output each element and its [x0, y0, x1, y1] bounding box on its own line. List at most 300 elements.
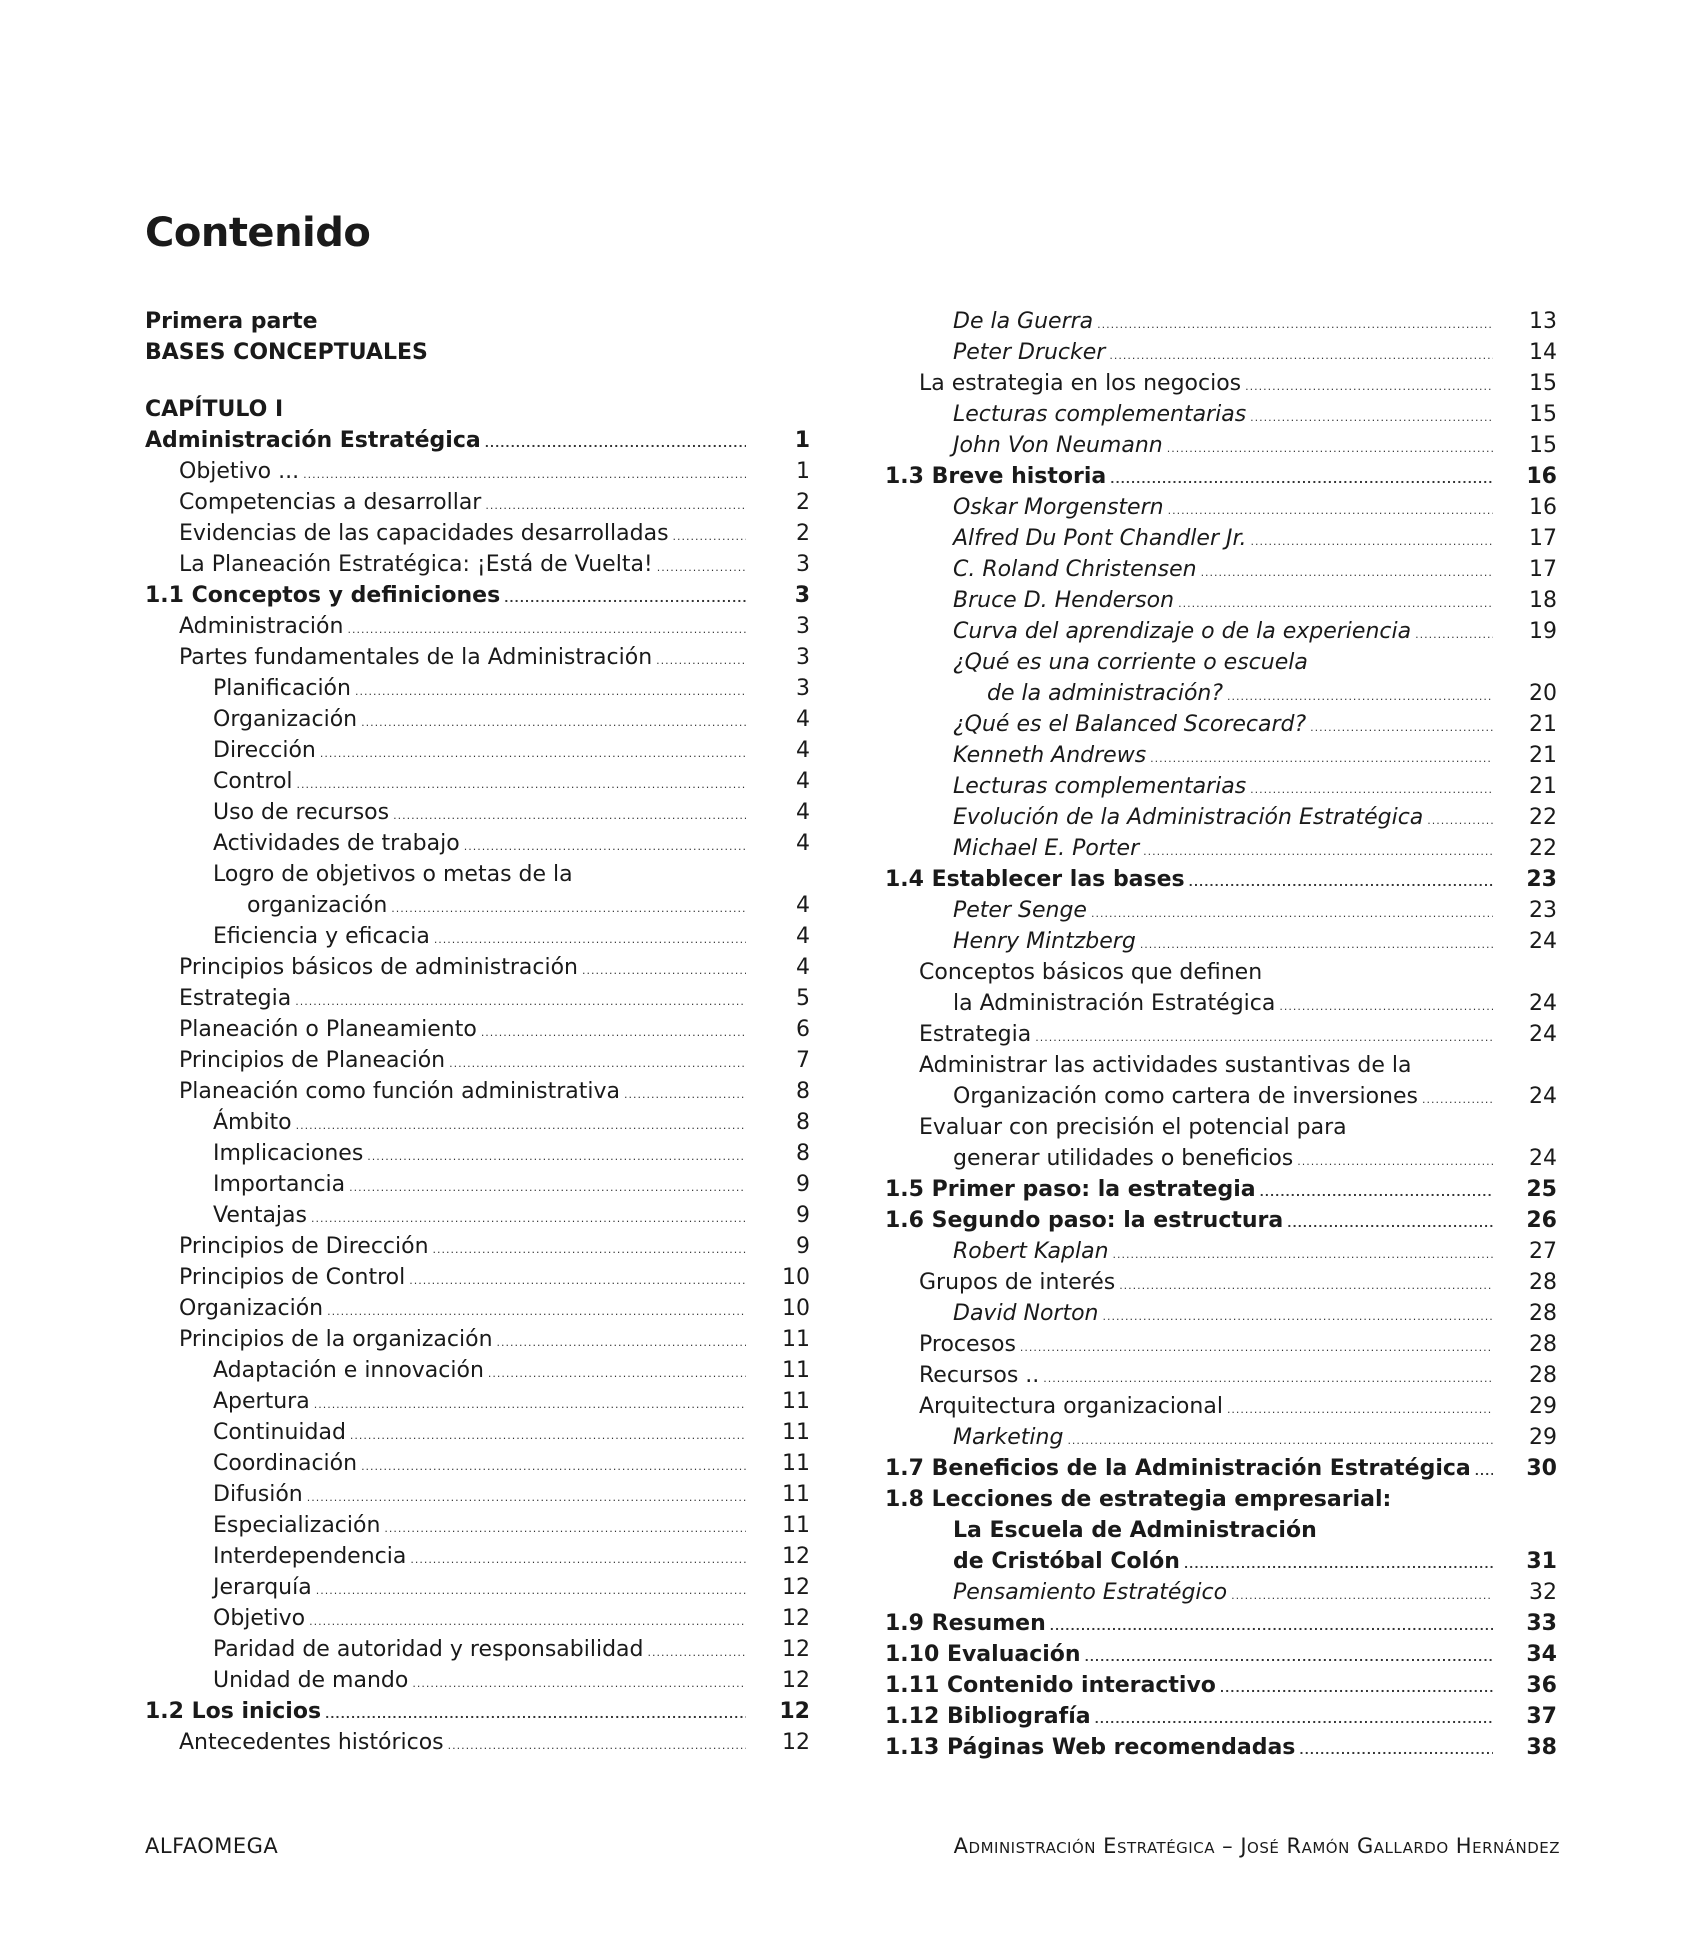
- dot-leader: [1143, 836, 1493, 867]
- toc-entry-title: Peter Drucker: [953, 340, 1106, 365]
- toc-entry: [145, 1138, 810, 1169]
- toc-entry-page: 20: [1529, 681, 1557, 706]
- dot-leader: [325, 1699, 746, 1730]
- dot-leader: [1167, 433, 1493, 464]
- dot-leader: [1299, 1735, 1493, 1766]
- toc-entry-title: La Escuela de Administración: [953, 1518, 1317, 1543]
- toc-entry-page: 28: [1529, 1332, 1557, 1357]
- toc-entry-title: Evaluar con precisión el potencial para: [919, 1115, 1347, 1140]
- toc-entry-page: 12: [782, 1575, 810, 1600]
- toc-entry-page: 18: [1529, 588, 1557, 613]
- toc-entry-page: 16: [1526, 464, 1557, 489]
- dot-leader: [1297, 1146, 1493, 1177]
- toc-entry: [145, 1107, 810, 1138]
- page-title: Contenido: [145, 210, 371, 256]
- toc-entry-title: Evidencias de las capacidades desarrolladas: [179, 521, 669, 546]
- dot-leader: [497, 1327, 746, 1358]
- toc-entry: [885, 1050, 1557, 1081]
- toc-entry: [885, 1081, 1557, 1112]
- toc-entry: [145, 1541, 810, 1572]
- toc-entry: [885, 1639, 1557, 1670]
- dot-leader: [1220, 1673, 1493, 1704]
- dot-leader: [1201, 557, 1493, 588]
- toc-entry: [885, 1112, 1557, 1143]
- toc-entry: [145, 1324, 810, 1355]
- toc-entry-page: 15: [1529, 402, 1557, 427]
- toc-entry: [145, 1045, 810, 1076]
- toc-entry-title: Principios de la organización: [179, 1327, 493, 1352]
- toc-entry-title: Pensamiento Estratégico: [953, 1580, 1228, 1605]
- toc-entry-page: 12: [782, 1668, 810, 1693]
- dot-leader: [1091, 898, 1493, 929]
- toc-entry-title: 1.2 Los inicios: [145, 1699, 322, 1724]
- toc-entry-page: 15: [1529, 433, 1557, 458]
- toc-entry-page: 12: [782, 1637, 810, 1662]
- toc-entry-page: 32: [1529, 1580, 1557, 1605]
- toc-entry-title: Robert Kaplan: [953, 1239, 1109, 1264]
- dot-leader: [316, 1575, 746, 1606]
- toc-entry: [145, 456, 810, 487]
- toc-entry-page: 22: [1529, 805, 1557, 830]
- toc-entry: [885, 895, 1557, 926]
- toc-entry-title: Marketing: [953, 1425, 1064, 1450]
- toc-entry-title: 1.8 Lecciones de estrategia empresarial:: [885, 1487, 1392, 1512]
- toc-entry-page: 30: [1526, 1456, 1557, 1481]
- dot-leader: [410, 1544, 746, 1575]
- toc-entry-page: 4: [796, 707, 810, 732]
- toc-entry-page: 4: [796, 831, 810, 856]
- toc-entry-title: generar utilidades o beneficios: [953, 1146, 1294, 1171]
- dot-leader: [296, 1110, 746, 1141]
- toc-entry-page: 24: [1529, 1146, 1557, 1171]
- toc-entry-page: 12: [779, 1699, 810, 1724]
- toc-entry-page: 22: [1529, 836, 1557, 861]
- toc-entry-title: Objetivo: [213, 1606, 306, 1631]
- toc-entry: [145, 735, 810, 766]
- dot-leader: [311, 1203, 746, 1234]
- toc-entry: [885, 1143, 1557, 1174]
- chapter-label: CAPÍTULO I: [145, 397, 284, 422]
- toc-entry-title: Kenneth Andrews: [953, 743, 1147, 768]
- toc-entry-title: Procesos: [919, 1332, 1016, 1357]
- toc-entry: [885, 1577, 1557, 1608]
- toc-entry-page: 8: [796, 1110, 810, 1135]
- toc-entry: [885, 1205, 1557, 1236]
- dot-leader: [1287, 1208, 1493, 1239]
- toc-entry-page: 27: [1529, 1239, 1557, 1264]
- toc-entry-title: Uso de recursos: [213, 800, 390, 825]
- toc-entry-title: Especialización: [213, 1513, 381, 1538]
- toc-entry: [145, 1231, 810, 1262]
- toc-entry: [885, 1174, 1557, 1205]
- toc-entry-page: 33: [1526, 1611, 1557, 1636]
- dot-leader: [1184, 1549, 1493, 1580]
- toc-entry: [885, 1267, 1557, 1298]
- toc-entry-title: de la administración?: [987, 681, 1224, 706]
- toc-entry: [145, 673, 810, 704]
- toc-entry-title: Competencias a desarrollar: [179, 490, 482, 515]
- toc-entry-title: Principios básicos de administración: [179, 955, 578, 980]
- toc-entry: [885, 554, 1557, 585]
- dot-leader: [1043, 1363, 1493, 1394]
- toc-entry: [145, 704, 810, 735]
- toc-entry-title: Paridad de autoridad y responsabilidad: [213, 1637, 644, 1662]
- toc-entry-title: Importancia: [213, 1172, 346, 1197]
- toc-entry: [145, 487, 810, 518]
- toc-entry-page: 4: [796, 769, 810, 794]
- toc-entry-page: 11: [782, 1420, 810, 1445]
- dot-leader: [320, 738, 746, 769]
- toc-entry: [885, 430, 1557, 461]
- toc-entry-title: Adaptación e innovación: [213, 1358, 484, 1383]
- toc-entry-title: 1.3 Breve historia: [885, 464, 1107, 489]
- toc-entry: [145, 921, 810, 952]
- toc-entry: [885, 1236, 1557, 1267]
- toc-entry-title: Grupos de interés: [919, 1270, 1116, 1295]
- toc-entry: [885, 492, 1557, 523]
- toc-entry: [885, 1732, 1557, 1763]
- dot-leader: [673, 521, 746, 552]
- toc-entry: [145, 766, 810, 797]
- toc-entry-title: Lecturas complementarias: [953, 774, 1247, 799]
- toc-entry-page: 24: [1529, 1084, 1557, 1109]
- toc-entry-title: 1.7 Beneficios de la Administración Estratégica: [885, 1456, 1471, 1481]
- toc-entry-title: Organización: [179, 1296, 324, 1321]
- toc-entry-title: Estrategia: [179, 986, 292, 1011]
- dot-leader: [485, 428, 746, 459]
- toc-entry-page: 10: [782, 1296, 810, 1321]
- toc-entry-title: Continuidad: [213, 1420, 346, 1445]
- dot-leader: [1279, 991, 1493, 1022]
- toc-entry: [145, 1417, 810, 1448]
- toc-entry-title: 1.1 Conceptos y definiciones: [145, 583, 501, 608]
- toc-entry-page: 13: [1529, 309, 1557, 334]
- dot-leader: [488, 1358, 746, 1389]
- toc-entry-title: 1.13 Páginas Web recomendadas: [885, 1735, 1296, 1760]
- toc-entry: [885, 1484, 1557, 1515]
- dot-leader: [449, 1048, 746, 1079]
- toc-entry-title: Recursos ..: [919, 1363, 1040, 1388]
- toc-entry: [885, 616, 1557, 647]
- toc-entry-title: la Administración Estratégica: [953, 991, 1276, 1016]
- toc-entry-title: John Von Neumann: [953, 433, 1163, 458]
- toc-entry-title: Partes fundamentales de la Administración: [179, 645, 653, 670]
- dot-leader: [391, 893, 746, 924]
- toc-entry-title: Principios de Dirección: [179, 1234, 429, 1259]
- toc-entry-title: Michael E. Porter: [953, 836, 1140, 861]
- dot-leader: [1097, 309, 1493, 340]
- toc-entry-page: 12: [782, 1606, 810, 1631]
- toc-entry: [145, 1696, 810, 1727]
- toc-entry-title: David Norton: [953, 1301, 1099, 1326]
- toc-entry: [885, 337, 1557, 368]
- toc-right-column: [885, 306, 1557, 1763]
- toc-entry: [885, 461, 1557, 492]
- toc-entry-page: 9: [796, 1203, 810, 1228]
- toc-entry: [145, 1448, 810, 1479]
- dot-leader: [434, 924, 746, 955]
- toc-entry: [145, 1386, 810, 1417]
- toc-entry-page: 21: [1529, 774, 1557, 799]
- dot-leader: [1110, 464, 1493, 495]
- dot-leader: [1475, 1456, 1493, 1487]
- toc-entry: [885, 957, 1557, 988]
- toc-entry-title: Organización como cartera de inversiones: [953, 1084, 1418, 1109]
- toc-entry: [145, 1634, 810, 1665]
- dot-leader: [412, 1668, 746, 1699]
- dot-leader: [349, 1172, 746, 1203]
- toc-entry-title: Control: [213, 769, 293, 794]
- dot-leader: [1103, 1301, 1493, 1332]
- toc-entry-title: La Planeación Estratégica: ¡Está de Vuelta!: [179, 552, 653, 577]
- toc-entry: [885, 523, 1557, 554]
- toc-entry: [885, 368, 1557, 399]
- dot-leader: [367, 1141, 746, 1172]
- toc-entry-page: 3: [796, 676, 810, 701]
- toc-entry-title: Planificación: [213, 676, 351, 701]
- toc-entry-title: 1.11 Contenido interactivo: [885, 1673, 1216, 1698]
- toc-entry: [145, 1169, 810, 1200]
- toc-entry-page: 28: [1529, 1270, 1557, 1295]
- toc-entry: [885, 802, 1557, 833]
- toc-entry-page: 36: [1526, 1673, 1557, 1698]
- toc-entry: [885, 1422, 1557, 1453]
- dot-leader: [1422, 1084, 1493, 1115]
- toc-entry-page: 17: [1529, 526, 1557, 551]
- toc-entry-title: 1.10 Evaluación: [885, 1642, 1081, 1667]
- toc-entry: [145, 1603, 810, 1634]
- toc-entry: [145, 580, 810, 611]
- toc-entry-title: Principios de Planeación: [179, 1048, 446, 1073]
- dot-leader: [1178, 588, 1493, 619]
- toc-entry-page: 12: [782, 1730, 810, 1755]
- toc-entry: [145, 549, 810, 580]
- footer-book-title: Administración Estratégica – José Ramón Gallardo Hernández: [953, 1834, 1560, 1858]
- toc-entry: [145, 1355, 810, 1386]
- toc-entry: [885, 1546, 1557, 1577]
- dot-leader: [1251, 526, 1494, 557]
- dot-leader: [448, 1730, 746, 1761]
- toc-entry-page: 3: [796, 614, 810, 639]
- toc-entry-page: 23: [1526, 867, 1557, 892]
- dot-leader: [656, 645, 746, 676]
- dot-leader: [1415, 619, 1493, 650]
- toc-entry: [145, 1572, 810, 1603]
- toc-entry: [885, 1670, 1557, 1701]
- toc-entry-title: Difusión: [213, 1482, 303, 1507]
- dot-leader: [1085, 1642, 1493, 1673]
- toc-entry: [885, 1391, 1557, 1422]
- toc-left-list: [145, 425, 810, 1758]
- toc-entry-title: Logro de objetivos o metas de la: [213, 862, 573, 887]
- toc-entry-title: 1.5 Primer paso: la estrategia: [885, 1177, 1256, 1202]
- toc-entry-title: Implicaciones: [213, 1141, 364, 1166]
- toc-entry: [145, 518, 810, 549]
- toc-entry: [885, 399, 1557, 430]
- toc-entry: [885, 1453, 1557, 1484]
- toc-entry-title: 1.6 Segundo paso: la estructura: [885, 1208, 1284, 1233]
- dot-leader: [1050, 1611, 1493, 1642]
- toc-entry-page: 29: [1529, 1425, 1557, 1450]
- dot-leader: [657, 552, 746, 583]
- dot-leader: [1109, 340, 1493, 371]
- toc-entry-page: 31: [1526, 1549, 1557, 1574]
- part-name: BASES CONCEPTUALES: [145, 340, 428, 365]
- toc-entry: [145, 983, 810, 1014]
- dot-leader: [327, 1296, 746, 1327]
- toc-entry-page: 3: [794, 583, 810, 608]
- toc-entry: [145, 1262, 810, 1293]
- dot-leader: [347, 614, 746, 645]
- toc-entry-page: 14: [1529, 340, 1557, 365]
- toc-entry: [885, 1298, 1557, 1329]
- toc-entry-page: 11: [782, 1451, 810, 1476]
- toc-entry-page: 10: [782, 1265, 810, 1290]
- toc-entry-page: 24: [1529, 991, 1557, 1016]
- toc-entry-title: C. Roland Christensen: [953, 557, 1197, 582]
- toc-entry-page: 11: [782, 1482, 810, 1507]
- dot-leader: [1067, 1425, 1493, 1456]
- toc-entry: [885, 740, 1557, 771]
- toc-entry: [145, 425, 810, 456]
- toc-entry-page: 1: [794, 428, 810, 453]
- dot-leader: [350, 1420, 746, 1451]
- dot-leader: [361, 707, 746, 738]
- toc-entry-title: 1.9 Resumen: [885, 1611, 1046, 1636]
- toc-entry-title: Ventajas: [213, 1203, 307, 1228]
- toc-entry-page: 6: [796, 1017, 810, 1042]
- toc-entry-page: 8: [796, 1079, 810, 1104]
- toc-entry: [885, 306, 1557, 337]
- toc-entry: [145, 890, 810, 921]
- toc-entry: [145, 1014, 810, 1045]
- toc-entry-page: 24: [1529, 929, 1557, 954]
- toc-entry-title: Antecedentes históricos: [179, 1730, 444, 1755]
- toc-entry: [145, 1665, 810, 1696]
- toc-entry-title: Coordinación: [213, 1451, 358, 1476]
- toc-entry-page: 4: [796, 955, 810, 980]
- dot-leader: [1250, 402, 1493, 433]
- toc-entry: [145, 1479, 810, 1510]
- dot-leader: [481, 1017, 746, 1048]
- dot-leader: [485, 490, 746, 521]
- toc-entry-title: De la Guerra: [953, 309, 1094, 334]
- toc-entry-page: 9: [796, 1172, 810, 1197]
- toc-entry-page: 11: [782, 1327, 810, 1352]
- toc-entry-title: Interdependencia: [213, 1544, 407, 1569]
- dot-leader: [409, 1265, 746, 1296]
- toc-entry: [885, 988, 1557, 1019]
- spacer: [145, 368, 810, 394]
- toc-entry-page: 9: [796, 1234, 810, 1259]
- toc-entry: [145, 1076, 810, 1107]
- toc-entry-page: 25: [1526, 1177, 1557, 1202]
- toc-entry: [885, 1360, 1557, 1391]
- toc-entry-page: 4: [796, 924, 810, 949]
- toc-entry-title: Administración Estratégica: [145, 428, 481, 453]
- toc-entry-title: Actividades de trabajo: [213, 831, 460, 856]
- toc-entry: [885, 771, 1557, 802]
- dot-leader: [297, 769, 746, 800]
- dot-leader: [1250, 774, 1493, 805]
- toc-entry-page: 24: [1529, 1022, 1557, 1047]
- toc-entry-page: 12: [782, 1544, 810, 1569]
- toc-entry-title: Administrar las actividades sustantivas de la: [919, 1053, 1412, 1078]
- toc-entry: [145, 642, 810, 673]
- toc-entry-title: Estrategia: [919, 1022, 1032, 1047]
- dot-leader: [504, 583, 746, 614]
- toc-entry: [885, 864, 1557, 895]
- toc-entry-title: Dirección: [213, 738, 316, 763]
- toc-entry-title: Alfred Du Pont Chandler Jr.: [953, 526, 1247, 551]
- dot-leader: [1260, 1177, 1493, 1208]
- toc-entry-page: 5: [796, 986, 810, 1011]
- toc-entry-title: Planeación o Planeamiento: [179, 1017, 477, 1042]
- dot-leader: [393, 800, 746, 831]
- dot-leader: [1035, 1022, 1493, 1053]
- dot-leader: [1095, 1704, 1493, 1735]
- toc-entry-page: 19: [1529, 619, 1557, 644]
- toc-entry-page: 2: [796, 490, 810, 515]
- dot-leader: [361, 1451, 746, 1482]
- toc-entry-page: 11: [782, 1389, 810, 1414]
- toc-entry-title: La estrategia en los negocios: [919, 371, 1242, 396]
- toc-entry-page: 16: [1529, 495, 1557, 520]
- toc-right-list: [885, 306, 1557, 1763]
- footer-publisher: ALFAOMEGA: [145, 1834, 279, 1858]
- toc-entry-page: 3: [796, 645, 810, 670]
- toc-entry-page: 21: [1529, 712, 1557, 737]
- toc-entry-page: 4: [796, 893, 810, 918]
- toc-entry-page: 37: [1526, 1704, 1557, 1729]
- toc-entry-title: de Cristóbal Colón: [953, 1549, 1180, 1574]
- toc-entry: [145, 1727, 810, 1758]
- toc-entry: [145, 1200, 810, 1231]
- toc-entry-page: 21: [1529, 743, 1557, 768]
- dot-leader: [647, 1637, 746, 1668]
- dot-leader: [1150, 743, 1493, 774]
- dot-leader: [1119, 1270, 1493, 1301]
- dot-leader: [624, 1079, 746, 1110]
- toc-entry-title: Unidad de mando: [213, 1668, 409, 1693]
- dot-leader: [355, 676, 746, 707]
- toc-entry-page: 23: [1529, 898, 1557, 923]
- toc-entry-title: Principios de Control: [179, 1265, 406, 1290]
- toc-entry-page: 26: [1526, 1208, 1557, 1233]
- dot-leader: [433, 1234, 746, 1265]
- toc-entry-page: 2: [796, 521, 810, 546]
- toc-entry: [145, 611, 810, 642]
- toc-entry-page: 17: [1529, 557, 1557, 582]
- toc-entry-title: Eficiencia y eficacia: [213, 924, 430, 949]
- part-label: Primera parte: [145, 309, 318, 334]
- toc-entry-title: Jerarquía: [213, 1575, 312, 1600]
- toc-entry: [885, 833, 1557, 864]
- toc-entry-page: 4: [796, 800, 810, 825]
- dot-leader: [314, 1389, 746, 1420]
- toc-entry-title: Henry Mintzberg: [953, 929, 1136, 954]
- toc-entry-page: 4: [796, 738, 810, 763]
- toc-entry-title: Organización: [213, 707, 358, 732]
- toc-entry-page: 34: [1526, 1642, 1557, 1667]
- dot-leader: [1245, 371, 1493, 402]
- toc-entry: [145, 859, 810, 890]
- toc-entry: [885, 1701, 1557, 1732]
- dot-leader: [1189, 867, 1493, 898]
- toc-entry: [885, 1329, 1557, 1360]
- toc-entry-page: 28: [1529, 1363, 1557, 1388]
- toc-entry: [145, 828, 810, 859]
